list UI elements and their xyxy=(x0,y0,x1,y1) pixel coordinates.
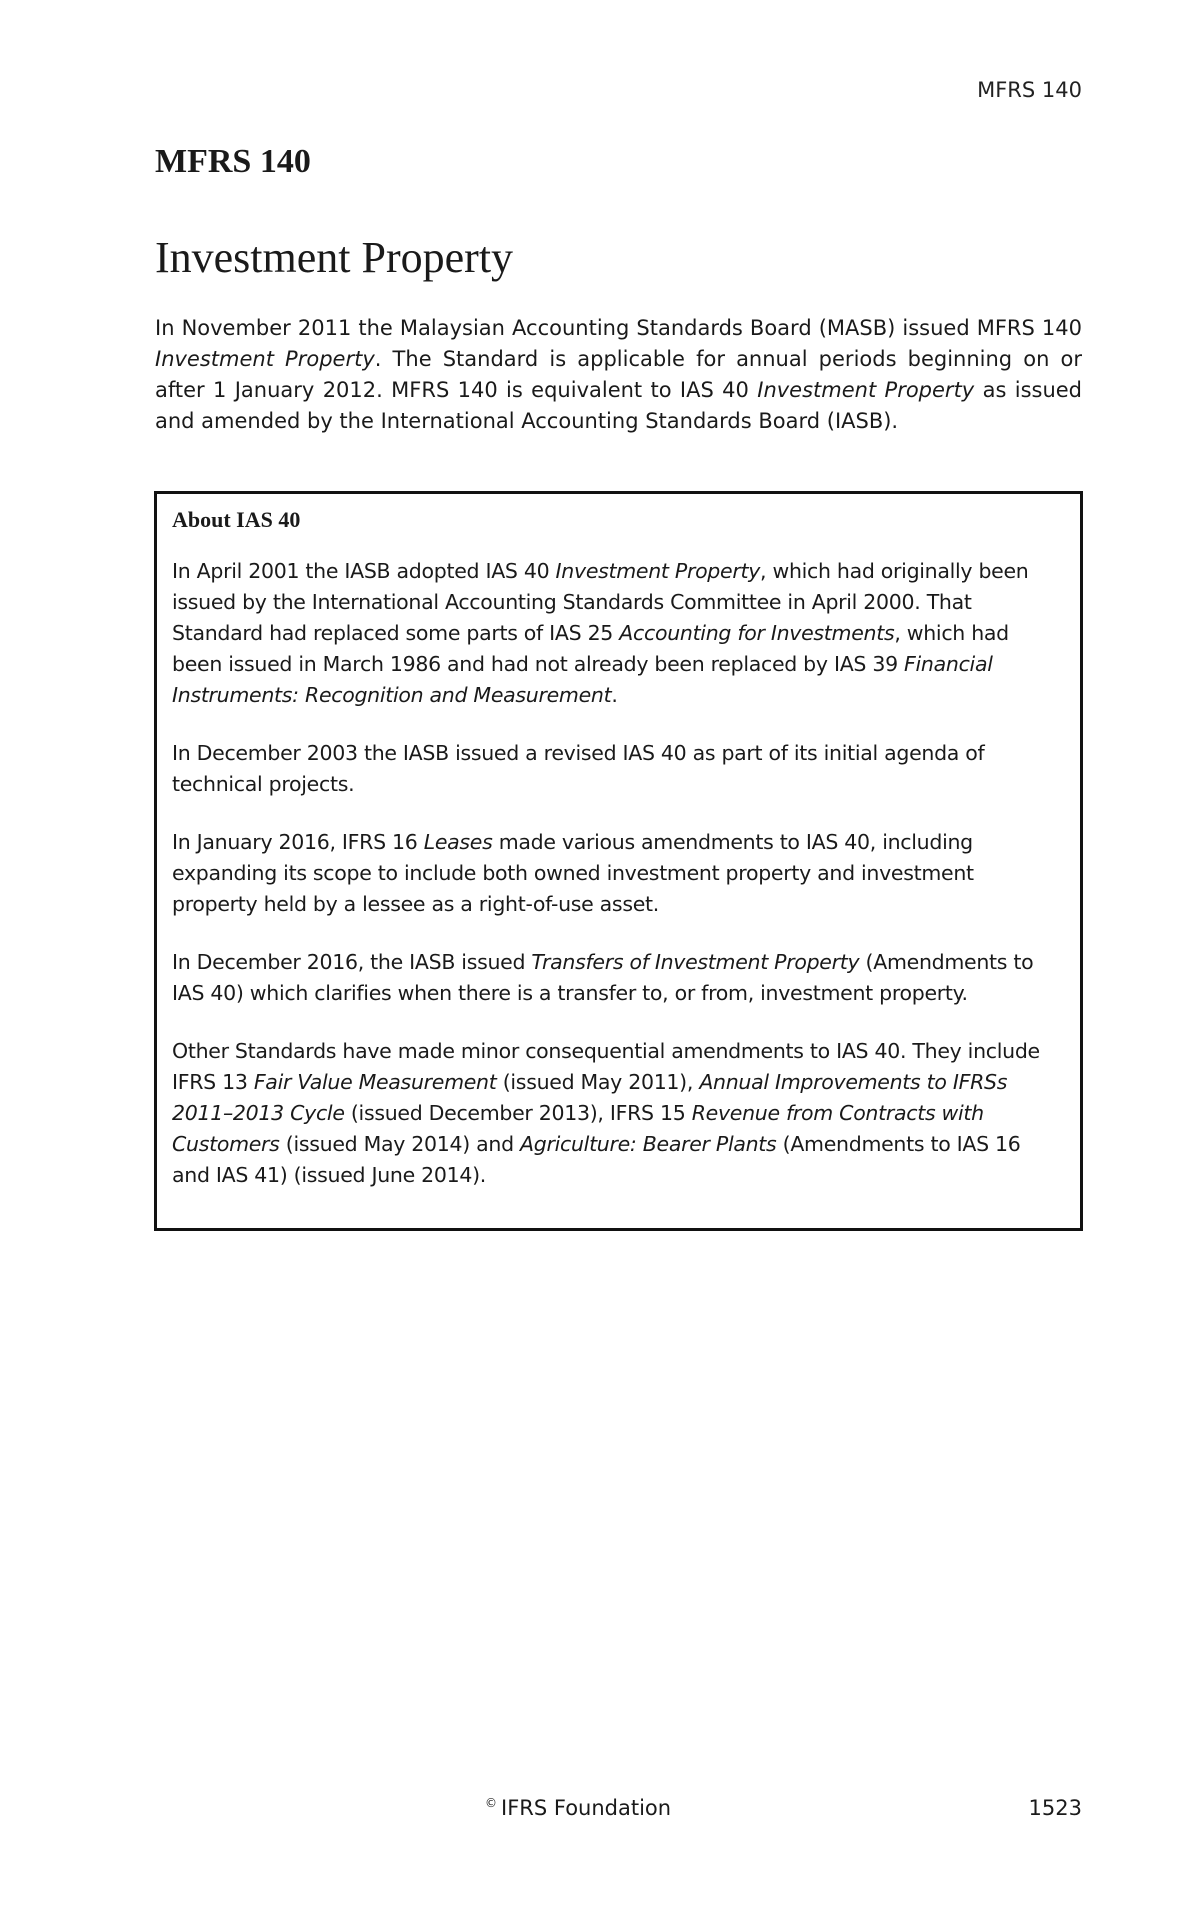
text-run: In December 2016, the IASB issued xyxy=(172,950,532,974)
italic-title-text: Agriculture: Bearer Plants xyxy=(520,1132,777,1156)
copyright-symbol: © xyxy=(485,1796,497,1810)
footer-copyright xyxy=(485,1796,671,1820)
text-run: Other Standards have made minor consequential amendments to IAS 40. They include IFRS 13 xyxy=(172,1039,1040,1094)
text-run: (Amendments to IAS 40) which clarifies when there is a transfer to, or from, investment property. xyxy=(172,950,1034,1005)
about-paragraph xyxy=(172,556,1060,711)
italic-title-text: Investment Property xyxy=(555,559,761,583)
italic-title-text: Leases xyxy=(423,830,493,854)
page-number: 1523 xyxy=(1028,1796,1082,1820)
text-run: (issued May 2011), xyxy=(496,1070,700,1094)
about-paragraph xyxy=(172,738,1060,800)
about-paragraph xyxy=(172,827,1060,920)
about-box xyxy=(154,491,1083,1231)
about-paragraph xyxy=(172,1036,1060,1191)
text-run: In December 2003 the IASB issued a revised IAS 40 as part of its initial agenda of technical projects. xyxy=(172,741,985,796)
running-head: MFRS 140 xyxy=(977,78,1082,102)
text-run: . The Standard is applicable for annual periods beginning on or after 1 January 2012. MFRS 140 is equivalent to IAS 40 xyxy=(155,347,1083,402)
italic-title-text: Investment Property xyxy=(757,378,975,402)
text-run: . xyxy=(611,683,618,707)
footer-organization: IFRS Foundation xyxy=(501,1796,672,1820)
text-run: (issued May 2014) and xyxy=(279,1132,521,1156)
text-run: made various amendments to IAS 40, including expanding its scope to include both owned investment property and investment property held by a lessee as a right-of-use asset. xyxy=(172,830,974,916)
page-title: Investment Property xyxy=(155,233,514,282)
italic-title-text: Accounting for Investments xyxy=(619,621,895,645)
text-run: , which had been issued in March 1986 and had not already been replaced by IAS 39 xyxy=(172,621,1009,676)
italic-title-text: Fair Value Measurement xyxy=(253,1070,497,1094)
italic-title-text: Investment Property xyxy=(155,347,375,371)
about-paragraph xyxy=(172,947,1060,1009)
text-run: , which had originally been issued by the International Accounting Standards Committee in April 2000. That Standard had replaced some parts of IAS 25 xyxy=(172,559,1029,645)
text-run: In November 2011 the Malaysian Accounting Standards Board (MASB) issued MFRS 140 xyxy=(155,316,1082,340)
italic-title-text: Financial Instruments: Recognition and Measurement xyxy=(172,652,993,707)
italic-title-text: Revenue from Contracts with Customers xyxy=(172,1101,984,1156)
text-run: In January 2016, IFRS 16 xyxy=(172,830,424,854)
text-run: (issued December 2013), IFRS 15 xyxy=(344,1101,692,1125)
text-run: (Amendments to IAS 16 and IAS 41) (issued June 2014). xyxy=(172,1132,1021,1187)
intro-paragraph xyxy=(155,313,1082,437)
standard-id: MFRS 140 xyxy=(155,143,311,180)
about-box-heading: About IAS 40 xyxy=(172,507,301,532)
text-run: In April 2001 the IASB adopted IAS 40 xyxy=(172,559,556,583)
text-run: as issued and amended by the International Accounting Standards Board (IASB). xyxy=(155,378,1083,433)
italic-title-text: Transfers of Investment Property xyxy=(531,950,860,974)
italic-title-text: Annual Improvements to IFRSs 2011–2013 Cycle xyxy=(172,1070,1008,1125)
